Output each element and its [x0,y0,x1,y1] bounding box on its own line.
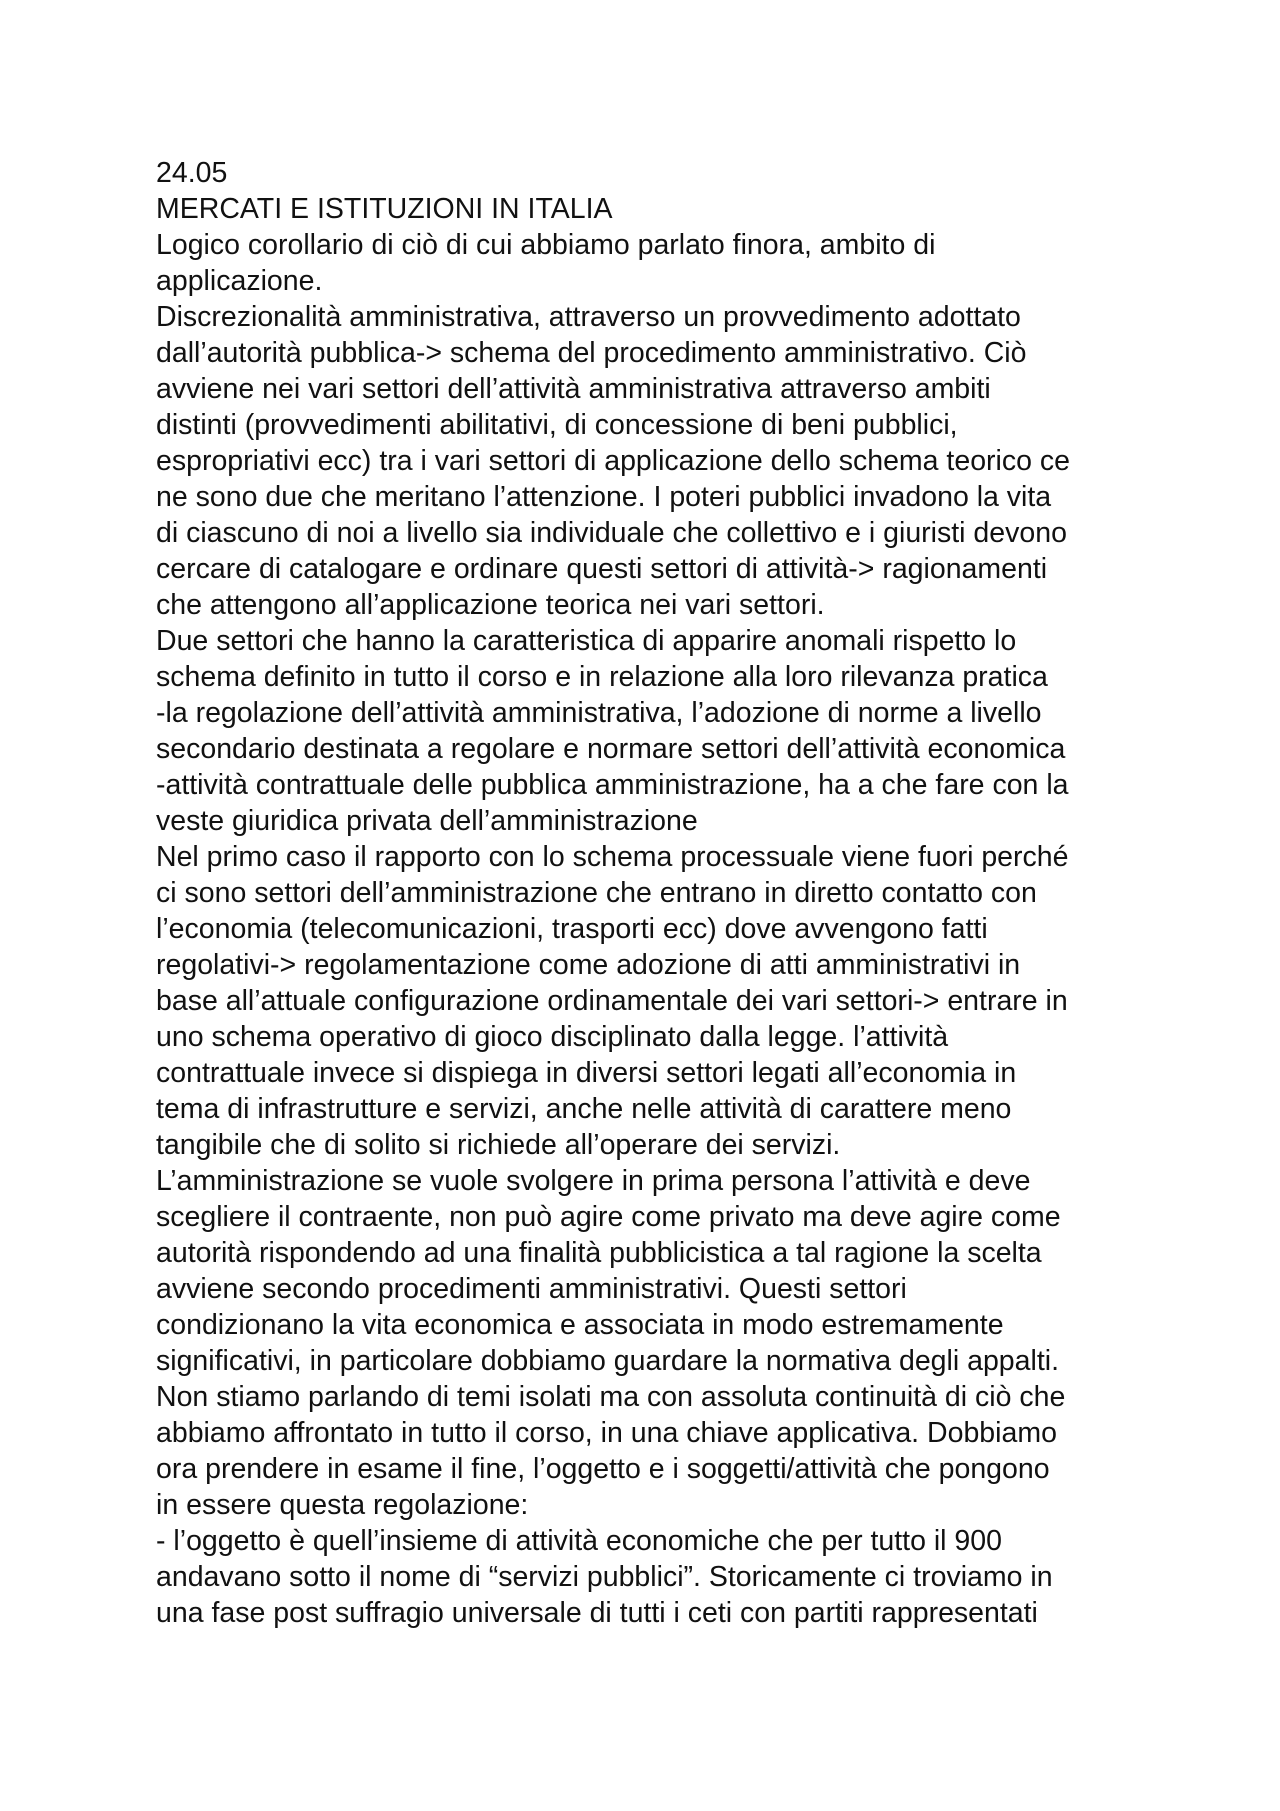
text-line: autorità rispondendo ad una finalità pubblicistica a tal ragione la scelta [156,1237,1042,1269]
document-page [156,155,1156,1631]
text-line: ora prendere in esame il fine, l’oggetto e i soggetti/attività che pongono [156,1453,1050,1485]
text-line: dall’autorità pubblica-> schema del procedimento amministrativo. Ciò [156,337,1027,369]
text-line: significativi, in particolare dobbiamo guardare la normativa degli appalti. [156,1345,1059,1377]
text-line: che attengono all’applicazione teorica nei vari settori. [156,589,825,621]
text-line: una fase post suffragio universale di tutti i ceti con partiti rappresentati [156,1597,1038,1629]
text-line: Non stiamo parlando di temi isolati ma con assoluta continuità di ciò che [156,1381,1066,1413]
text-line: distinti (provvedimenti abilitativi, di concessione di beni pubblici, [156,409,958,441]
text-line: veste giuridica privata dell’amministrazione [156,805,698,837]
text-line: ci sono settori dell’amministrazione che entrano in diretto contatto con [156,877,1037,909]
text-line: in essere questa regolazione: [156,1489,529,1521]
text-line: l’economia (telecomunicazioni, trasporti ecc) dove avvengono fatti [156,913,988,945]
text-line: L’amministrazione se vuole svolgere in prima persona l’attività e deve [156,1165,1031,1197]
text-line: avviene secondo procedimenti amministrativi. Questi settori [156,1273,907,1305]
text-line: secondario destinata a regolare e normare settori dell’attività economica [156,733,1066,765]
text-line: applicazione. [156,265,323,297]
text-line: cercare di catalogare e ordinare questi settori di attività-> ragionamenti [156,553,1048,585]
text-line: Logico corollario di ciò di cui abbiamo parlato finora, ambito di [156,229,936,261]
text-line: di ciascuno di noi a livello sia individuale che collettivo e i giuristi devono [156,517,1067,549]
text-line: scegliere il contraente, non può agire come privato ma deve agire come [156,1201,1061,1233]
text-line: - l’oggetto è quell’insieme di attività economiche che per tutto il 900 [156,1525,1002,1557]
text-line: abbiamo affrontato in tutto il corso, in una chiave applicativa. Dobbiamo [156,1417,1057,1449]
text-line: Due settori che hanno la caratteristica di apparire anomali rispetto lo [156,625,1017,657]
text-line: avviene nei vari settori dell’attività amministrativa attraverso ambiti [156,373,991,405]
text-line: andavano sotto il nome di “servizi pubblici”. Storicamente ci troviamo in [156,1561,1053,1593]
text-line: uno schema operativo di gioco disciplinato dalla legge. l’attività [156,1021,949,1053]
text-line: -la regolazione dell’attività amministrativa, l’adozione di norme a livello [156,697,1042,729]
text-line: contrattuale invece si dispiega in diversi settori legati all’economia in [156,1057,1017,1089]
text-line: base all’attuale configurazione ordinamentale dei vari settori-> entrare in [156,985,1068,1017]
text-line: -attività contrattuale delle pubblica amministrazione, ha a che fare con la [156,769,1069,801]
text-line: regolativi-> regolamentazione come adozione di atti amministrativi in [156,949,1021,981]
text-line: tema di infrastrutture e servizi, anche nelle attività di carattere meno [156,1093,1012,1125]
text-line: ne sono due che meritano l’attenzione. I poteri pubblici invadono la vita [156,481,1052,513]
text-line: condizionano la vita economica e associata in modo estremamente [156,1309,1004,1341]
text-line: schema definito in tutto il corso e in relazione alla loro rilevanza pratica [156,661,1048,693]
document-title: MERCATI E ISTITUZIONI IN ITALIA [156,193,613,225]
text-line: tangibile che di solito si richiede all’operare dei servizi. [156,1129,841,1161]
document-date: 24.05 [156,157,228,189]
text-line: espropriativi ecc) tra i vari settori di applicazione dello schema teorico ce [156,445,1070,477]
text-line: Discrezionalità amministrativa, attraverso un provvedimento adottato [156,301,1021,333]
text-line: Nel primo caso il rapporto con lo schema processuale viene fuori perché [156,841,1069,873]
